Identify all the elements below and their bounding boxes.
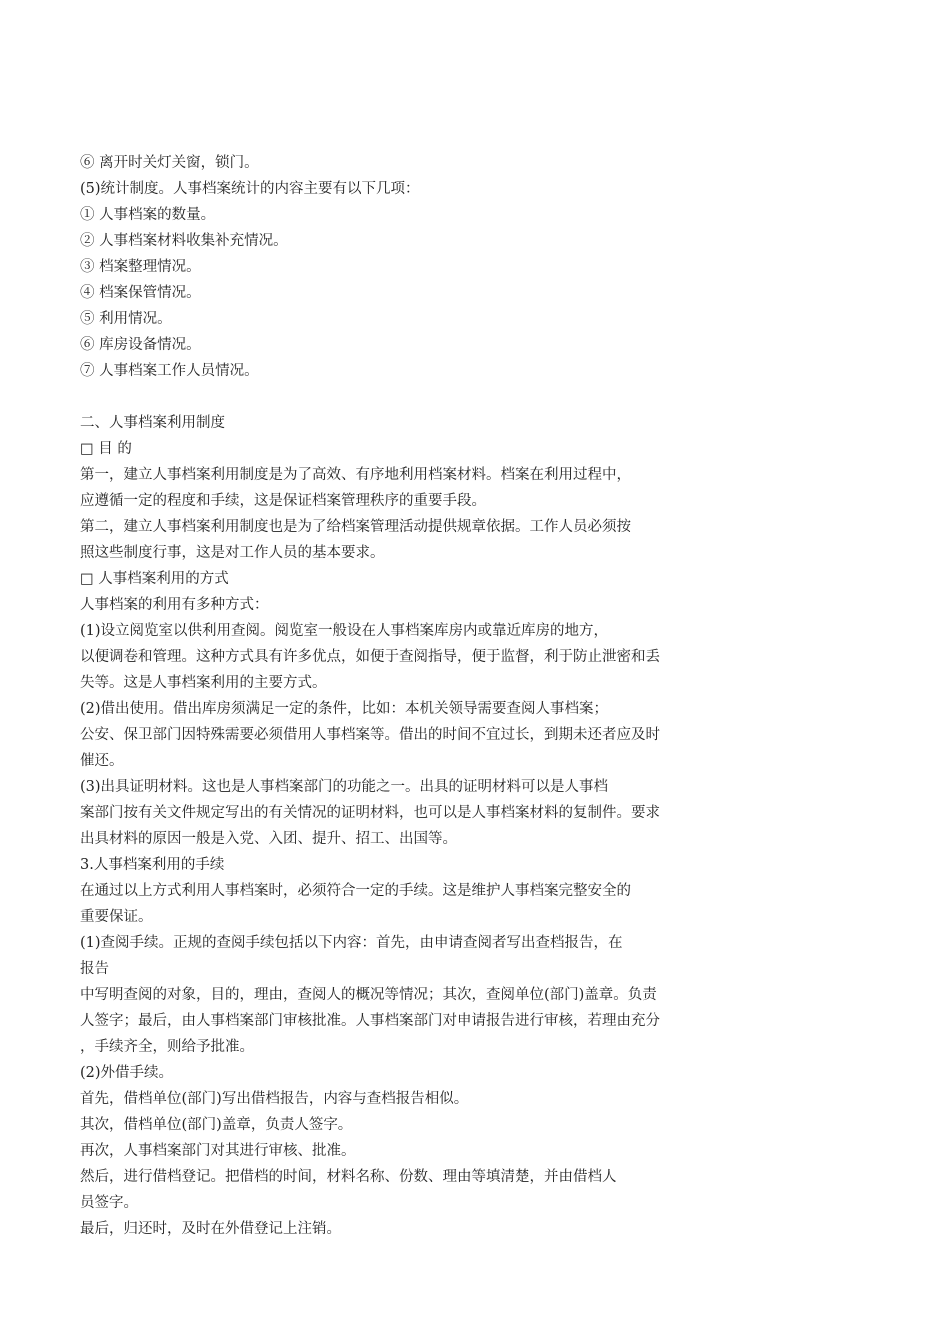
paragraph-spacer	[80, 384, 740, 410]
text-line: ④ 档案保管情况。	[80, 285, 201, 301]
text-line: 3.人事档案利用的手续	[80, 857, 225, 873]
text-line: 案部门按有关文件规定写出的有关情况的证明材料，也可以是人事档案材料的复制件。要求	[80, 805, 660, 821]
text-line: 二、人事档案利用制度	[80, 415, 225, 431]
text-line: ② 人事档案材料收集补充情况。	[80, 233, 288, 249]
text-line: (5)统计制度。人事档案统计的内容主要有以下几项：	[80, 181, 420, 197]
text-line: ⑥ 库房设备情况。	[80, 337, 201, 353]
text-line: ⑦ 人事档案工作人员情况。	[80, 363, 259, 379]
text-line: 应遵循一定的程度和手续，这是保证档案管理秩序的重要手段。	[80, 493, 486, 509]
text-line: □ 目 的	[80, 441, 132, 457]
text-line: 人事档案的利用有多种方式：	[80, 597, 269, 613]
text-line: 最后，归还时，及时在外借登记上注销。	[80, 1221, 341, 1237]
text-line: 再次，人事档案部门对其进行审核、批准。	[80, 1143, 356, 1159]
text-line: 失等。这是人事档案利用的主要方式。	[80, 675, 327, 691]
text-line: (1)查阅手续。正规的查阅手续包括以下内容：首先，由申请查阅者写出查档报告，在	[80, 935, 623, 951]
text-line: (2)外借手续。	[80, 1065, 174, 1081]
text-line: □ 人事档案利用的方式	[80, 571, 229, 587]
text-line: (1)设立阅览室以供利用查阅。阅览室一般设在人事档案库房内或靠近库房的地方，	[80, 623, 609, 639]
text-line: (2)借出使用。借出库房须满足一定的条件，比如：本机关领导需要查阅人事档案；	[80, 701, 609, 717]
text-line: 照这些制度行事，这是对工作人员的基本要求。	[80, 545, 385, 561]
text-line: 重要保证。	[80, 909, 153, 925]
text-line: 然后，进行借档登记。把借档的时间，材料名称、份数、理由等填清楚，并由借档人	[80, 1169, 617, 1185]
text-line: 在通过以上方式利用人事档案时，必须符合一定的手续。这是维护人事档案完整安全的	[80, 883, 631, 899]
text-line: 以便调卷和管理。这种方式具有许多优点，如便于查阅指导，便于监督，利于防止泄密和丢	[80, 649, 660, 665]
text-line: 员签字。	[80, 1195, 138, 1211]
document-body	[80, 150, 740, 1242]
text-line: 第一，建立人事档案利用制度是为了高效、有序地利用档案材料。档案在利用过程中，	[80, 467, 631, 483]
text-line: ⑤ 利用情况。	[80, 311, 172, 327]
text-line: (3)出具证明材料。这也是人事档案部门的功能之一。出具的证明材料可以是人事档	[80, 779, 609, 795]
text-line: 人签字；最后，由人事档案部门审核批准。人事档案部门对申请报告进行审核，若理由充分	[80, 1013, 660, 1029]
text-line: 其次，借档单位(部门)盖章，负责人签字。	[80, 1117, 353, 1133]
text-line: 首先，借档单位(部门)写出借档报告，内容与查档报告相似。	[80, 1091, 469, 1107]
text-line: ⑥ 离开时关灯关窗，锁门。	[80, 155, 259, 171]
text-line: 第二，建立人事档案利用制度也是为了给档案管理活动提供规章依据。工作人员必须按	[80, 519, 631, 535]
text-line: ① 人事档案的数量。	[80, 207, 216, 223]
text-line: 公安、保卫部门因特殊需要必须借用人事档案等。借出的时间不宜过长，到期未还者应及时	[80, 727, 660, 743]
text-line: 出具材料的原因一般是入党、入团、提升、招工、出国等。	[80, 831, 457, 847]
text-line: 催还。	[80, 753, 124, 769]
text-line: 中写明查阅的对象，目的，理由，查阅人的概况等情况；其次，查阅单位(部门)盖章。负责	[80, 987, 657, 1003]
text-line: ，手续齐全，则给予批准。	[80, 1039, 254, 1055]
text-line: ③ 档案整理情况。	[80, 259, 201, 275]
text-line: 报告	[80, 961, 109, 977]
